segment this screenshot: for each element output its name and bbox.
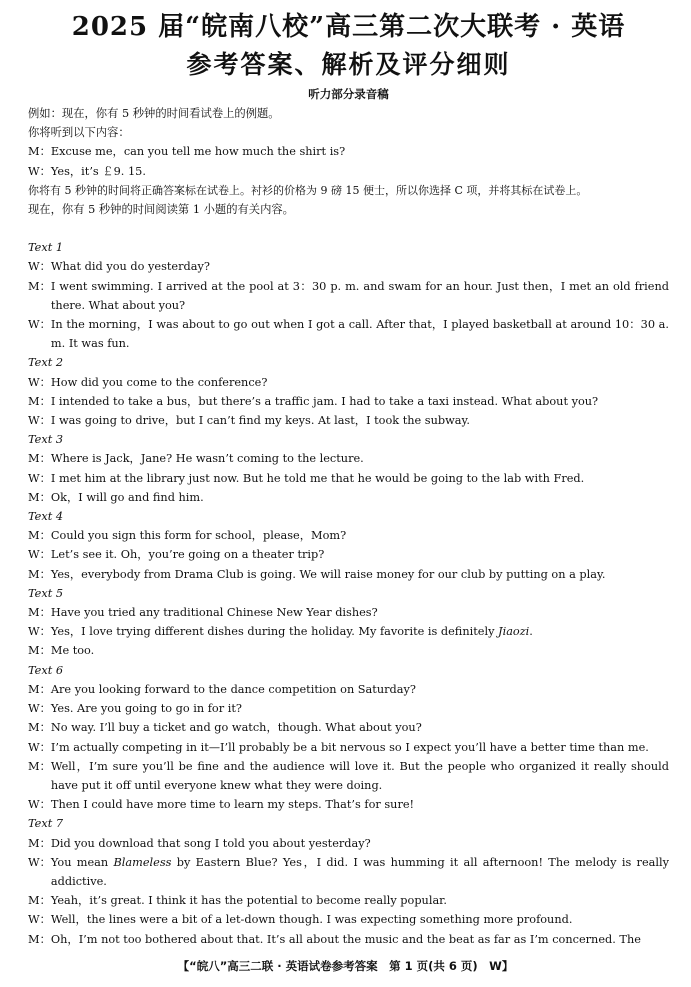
dialogue-text: Well，I’m sure you’ll be fine and the audience will love it. But the people who organized it really should have put it off until everyone knew what they were doing.: [50, 759, 669, 792]
dialogue-line: [28, 603, 669, 622]
intro-block: [28, 104, 669, 219]
dialogue-text: I’m actually competing in it—I’ll probably be a bit nervous so I expect you’ll have a better time than me.: [50, 740, 649, 754]
dialogue-line: [28, 373, 669, 392]
speaker-tag: M：: [28, 682, 51, 696]
text-label: Text 4: [28, 510, 64, 524]
dialogue-section: [28, 430, 669, 507]
dialogue-text: I intended to take a bus，but there’s a traffic jam. I had to take a taxi instead. What about you?: [50, 394, 599, 408]
dialogue-line: [28, 834, 669, 853]
dialogue-text: I met him at the library just now. But he told me that he would be going to the lab with Fred.: [50, 471, 585, 485]
dialogue-list: [28, 238, 669, 949]
dialogue-text: Could you sign this form for school，please，Mom?: [50, 529, 347, 543]
dialogue-line: [28, 565, 669, 584]
transcript-content: [28, 104, 669, 949]
dialogue-text: You mean Blameless by Eastern Blue? Yes，I did. I was humming it all afternoon! The melody is really addictive.: [50, 855, 669, 888]
page-subtitle: 参考答案、解析及评分细则: [186, 50, 511, 79]
dialogue-text: Yes，everybody from Drama Club is going. We will raise money for our club by putting on a play.: [50, 567, 606, 581]
speaker-tag: W：: [28, 414, 51, 428]
speaker-tag: W：: [28, 913, 51, 927]
dialogue-section: [28, 814, 669, 948]
speaker-tag: W：: [28, 318, 51, 332]
dialogue-text: Me too.: [50, 644, 95, 658]
page-title: 2025 届“皖南八校”高三第二次大联考 · 英语: [71, 12, 626, 42]
dialogue-text: How did you come to the conference?: [50, 375, 268, 389]
text-label: Text 7: [28, 817, 64, 831]
page-footer: 【“皖八”高三二联 · 英语试卷参考答案 第 1 页(共 6 页) W】: [177, 959, 514, 973]
speaker-tag: W：: [28, 798, 51, 812]
text-label: Text 2: [28, 356, 64, 370]
dialogue-text: Are you looking forward to the dance competition on Saturday?: [50, 682, 416, 696]
dialogue-line: [28, 411, 669, 430]
dialogue-text: Ok，I will go and find him.: [50, 490, 204, 504]
dialogue-line: [28, 757, 669, 795]
dialogue-text: Yes. Are you going to go in for it?: [50, 702, 242, 716]
speaker-tag: W：: [28, 625, 51, 639]
dialogue-text: Then I could have more time to learn my steps. That’s for sure!: [50, 798, 415, 812]
speaker-tag: W：: [28, 260, 51, 274]
speaker-tag: M：: [28, 567, 51, 581]
dialogue-line: [28, 277, 669, 315]
dialogue-line: [28, 930, 669, 949]
speaker-tag: W：: [28, 855, 51, 869]
dialogue-line: [28, 910, 669, 929]
speaker-tag: W：: [28, 740, 51, 754]
dialogue-text: What did you do yesterday?: [50, 260, 210, 274]
speaker-tag: W：: [28, 548, 51, 562]
speaker-tag: M：: [28, 836, 51, 850]
dialogue-text: Yeah，it’s great. I think it has the potential to become really popular.: [50, 894, 447, 908]
dialogue-line: [28, 392, 669, 411]
intro-line: W：Yes，it’s ￡9. 15.: [28, 164, 146, 178]
speaker-tag: M：: [28, 932, 51, 946]
speaker-tag: W：: [28, 471, 51, 485]
speaker-tag: M：: [28, 529, 51, 543]
dialogue-line: [28, 526, 669, 545]
dialogue-text: I was going to drive，but I can’t find my keys. At last，I took the subway.: [50, 414, 470, 428]
dialogue-line: [28, 891, 669, 910]
dialogue-line: [28, 641, 669, 660]
dialogue-text: Let’s see it. Oh，you’re going on a theater trip?: [50, 548, 325, 562]
dialogue-section: [28, 584, 669, 661]
intro-line: 现在，你有 5 秒钟的时间阅读第 1 小题的有关内容。: [28, 203, 294, 217]
text-label: Text 3: [28, 433, 64, 447]
dialogue-line: [28, 469, 669, 488]
speaker-tag: M：: [28, 394, 51, 408]
dialogue-line: [28, 257, 669, 276]
dialogue-text: No way. I’ll buy a ticket and go watch，though. What about you?: [50, 721, 422, 735]
intro-line: 你将有 5 秒钟的时间将正确答案标在试卷上。衬衫的价格为 9 磅 15 便士，所以你选择 C 项，并将其标在试卷上。: [28, 183, 588, 197]
dialogue-section: [28, 507, 669, 584]
dialogue-line: [28, 853, 669, 891]
speaker-tag: M：: [28, 490, 51, 504]
speaker-tag: M：: [28, 644, 51, 658]
dialogue-text: Did you download that song I told you about yesterday?: [50, 836, 371, 850]
dialogue-section: [28, 661, 669, 815]
intro-line: 你将听到以下内容：: [28, 126, 130, 140]
dialogue-text: Yes，I love trying different dishes during the holiday. My favorite is definitely Jiaozi.: [50, 625, 533, 639]
dialogue-text: Have you tried any traditional Chinese New Year dishes?: [50, 606, 378, 620]
dialogue-line: [28, 622, 669, 641]
italic-title: Blameless: [113, 855, 172, 869]
dialogue-section: [28, 353, 669, 430]
dialogue-line: [28, 488, 669, 507]
italic-title: Jiaozi: [498, 625, 530, 639]
dialogue-line: [28, 718, 669, 737]
dialogue-text: Where is Jack，Jane? He wasn’t coming to the lecture.: [50, 452, 364, 466]
text-label: Text 6: [28, 663, 64, 677]
speaker-tag: W：: [28, 375, 51, 389]
speaker-tag: W：: [28, 702, 51, 716]
speaker-tag: M：: [28, 759, 51, 773]
dialogue-text: Oh，I’m not too bothered about that. It’s all about the music and the beat as far as I’m concerned. The: [50, 932, 641, 946]
dialogue-line: [28, 738, 669, 757]
text-label: Text 5: [28, 586, 64, 600]
dialogue-line: [28, 545, 669, 564]
text-label: Text 1: [28, 241, 64, 255]
dialogue-line: [28, 315, 669, 353]
dialogue-section: [28, 238, 669, 353]
speaker-tag: M：: [28, 279, 51, 293]
dialogue-line: [28, 449, 669, 468]
section-heading: 听力部分录音稿: [308, 87, 389, 101]
dialogue-line: [28, 699, 669, 718]
dialogue-text: Well，the lines were a bit of a let-down though. I was expecting something more profound.: [50, 913, 573, 927]
dialogue-line: [28, 680, 669, 699]
dialogue-line: [28, 795, 669, 814]
spacer: [28, 219, 669, 238]
intro-line: 例如：现在，你有 5 秒钟的时间看试卷上的例题。: [28, 107, 280, 120]
dialogue-text: In the morning，I was about to go out when I got a call. After that，I played basketball at around 10：30 a. m. It was fun.: [50, 318, 669, 351]
speaker-tag: M：: [28, 894, 51, 908]
dialogue-text: I went swimming. I arrived at the pool at 3：30 p. m. and swam for an hour. Just then，I met an old friend there. What about you?: [50, 279, 669, 312]
speaker-tag: M：: [28, 452, 51, 466]
speaker-tag: M：: [28, 721, 51, 735]
speaker-tag: M：: [28, 606, 51, 620]
intro-line: M：Excuse me，can you tell me how much the shirt is?: [28, 145, 346, 159]
